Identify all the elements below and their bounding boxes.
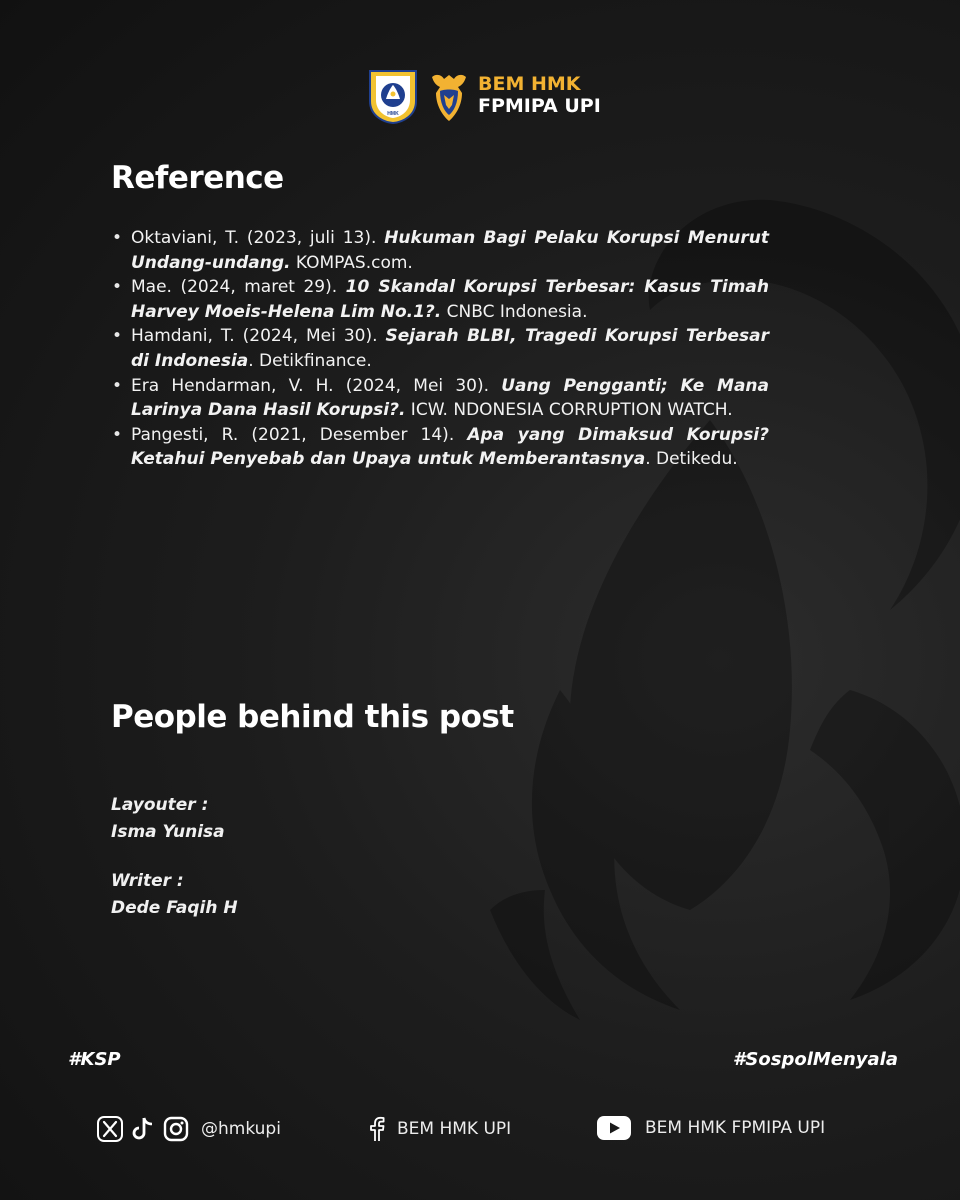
facebook-icon xyxy=(369,1116,385,1142)
reference-separator xyxy=(454,425,467,445)
facebook-label: BEM HMK UPI xyxy=(397,1119,512,1139)
youtube-icon xyxy=(597,1116,631,1140)
people-heading: People behind this post xyxy=(111,699,514,735)
reference-title: Uang Pengganti; Ke Mana Larinya Dana Hasil Korupsi?. xyxy=(131,375,770,421)
reference-separator xyxy=(489,376,501,396)
hashtag-left: #KSP xyxy=(68,1049,121,1070)
reference-item xyxy=(111,324,769,373)
reference-separator xyxy=(337,277,346,297)
credits-block xyxy=(111,792,238,922)
layouter-label: Layouter : xyxy=(111,795,209,815)
writer-label: Writer : xyxy=(111,871,184,891)
youtube-label: BEM HMK FPMIPA UPI xyxy=(645,1118,826,1138)
reference-item xyxy=(111,374,769,423)
reference-lead: Era Hendarman, V. H. (2024, Mei 30). xyxy=(131,375,490,396)
reference-heading: Reference xyxy=(111,160,284,196)
reference-title: Sejarah BLBI, Tragedi Korupsi Terbesar di Indonesia xyxy=(131,326,769,371)
reference-list xyxy=(111,226,769,472)
reference-item xyxy=(111,275,769,324)
reference-source: . Detikfinance. xyxy=(248,350,372,371)
svg-text:HMK: HMK xyxy=(387,111,399,117)
writer-name: Dede Faqih H xyxy=(111,898,238,918)
reference-title: Apa yang Dimaksud Korupsi? Ketahui Penyebab dan Upaya untuk Memberantasnya xyxy=(131,424,769,470)
reference-source: . Detikedu. xyxy=(645,449,738,470)
reference-source: CNBC Indonesia. xyxy=(441,301,588,322)
reference-item xyxy=(111,423,769,472)
footer-facebook[interactable] xyxy=(369,1116,511,1142)
brand-line-1: BEM HMK xyxy=(478,73,581,96)
tiktok-icon[interactable] xyxy=(131,1116,155,1142)
reference-lead: Pangesti, R. (2021, Desember 14). xyxy=(131,424,455,445)
reference-separator: . xyxy=(370,228,385,248)
brand-line-2: FPMIPA UPI xyxy=(478,95,601,117)
instagram-icon[interactable] xyxy=(163,1116,189,1142)
reference-item xyxy=(111,226,769,275)
footer-youtube[interactable] xyxy=(597,1116,825,1140)
reference-title: Hukuman Bagi Pelaku Korupsi Menurut Undang-undang. xyxy=(131,228,770,273)
reference-separator xyxy=(378,326,386,346)
hmk-seal-logo-icon xyxy=(364,67,422,125)
layouter-name: Isma Yunisa xyxy=(111,822,225,842)
reference-lead: Hamdani, T. (2024, Mei 30). xyxy=(131,326,378,347)
reference-source: ICW. NDONESIA CORRUPTION WATCH. xyxy=(405,400,733,421)
footer-social-group xyxy=(97,1116,281,1142)
x-icon[interactable] xyxy=(97,1116,123,1142)
reference-source: KOMPAS.com. xyxy=(290,252,413,273)
brand-header xyxy=(364,66,601,126)
hashtag-right: #SospolMenyala xyxy=(732,1049,898,1070)
reference-title: 10 Skandal Korupsi Terbesar: Kasus Timah Harvey Moeis-Helena Lim No.1?. xyxy=(131,277,769,322)
reference-lead: Mae. (2024, maret 29). xyxy=(131,277,338,298)
bem-bird-logo-icon xyxy=(428,69,470,123)
social-handle: @hmkupi xyxy=(201,1119,281,1139)
reference-lead: Oktaviani, T. (2023, juli 13) xyxy=(131,228,371,248)
